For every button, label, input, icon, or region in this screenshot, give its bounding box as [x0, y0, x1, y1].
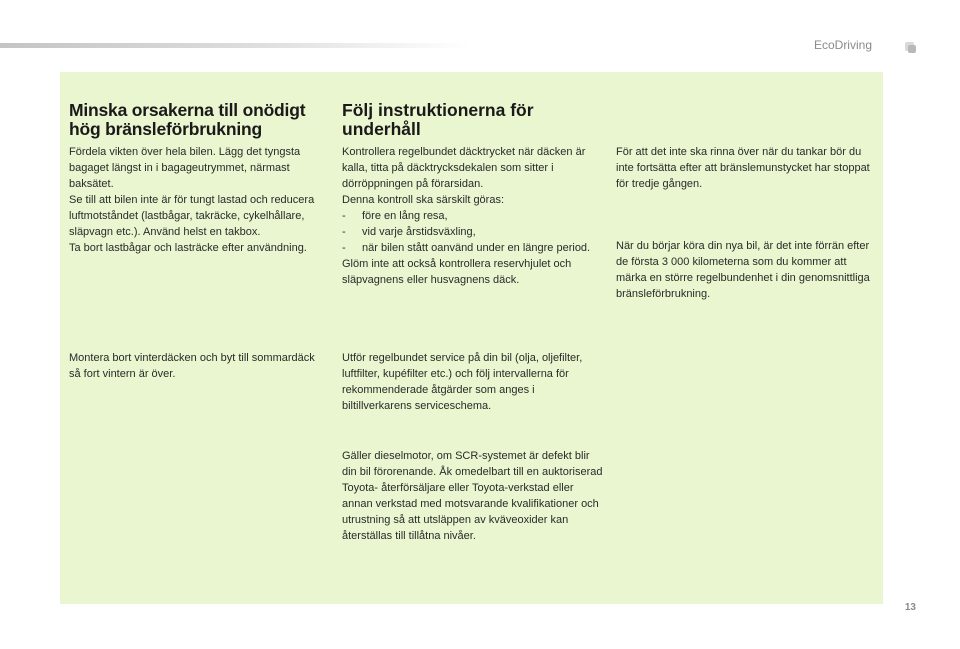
paragraph: Montera bort vinterdäcken och byt till sommardäck så fort vintern är över. — [69, 352, 315, 380]
list-item-text: vid varje årstidsväxling, — [362, 226, 476, 238]
list-item-text: när bilen stått oanvänd under en längre period. — [362, 242, 591, 254]
list-marker: - — [342, 210, 346, 222]
middle-block-service — [342, 350, 604, 414]
paragraph: Gäller dieselmotor, om SCR-systemet är defekt blir din bil förorenande. Åk omedelbart till en auktoriserad Toyota- återförsäljare eller Toyota-verkstad eller annan verkstad med motsvarande kvalifikationer och utrustning så att utsläppen av kväveoxider kan återställas till tillåtna nivåer. — [342, 450, 603, 542]
section-title: EcoDriving — [813, 38, 872, 52]
middle-column-heading: Följ instruktionerna för underhåll — [342, 100, 534, 139]
paragraph: Denna kontroll ska särskilt göras: — [342, 194, 505, 206]
corner-square-icon — [905, 42, 914, 51]
page-number: 13 — [904, 602, 916, 613]
paragraph: Se till att bilen inte är för tungt lastad och reducera luftmotståndet (lastbågar, takräcke, cykelhållare, släpvagn etc.). Använd helst en takbox. — [69, 194, 315, 238]
left-column-heading: Minska orsakerna till onödigt hög bränsleförbrukning — [69, 100, 306, 139]
checklist — [342, 208, 604, 256]
left-block-winter-tyres — [69, 350, 327, 382]
paragraph: Fördela vikten över hela bilen. Lägg det tyngsta bagaget längst in i bagageutrymmet, närmast baksätet. — [69, 146, 301, 190]
paragraph: Glöm inte att också kontrollera reservhjulet och släpvagnens eller husvagnens däck. — [342, 258, 572, 286]
list-item-text: före en lång resa, — [362, 210, 448, 222]
paragraph: Kontrollera regelbundet däcktrycket när däcken är kalla, titta på däcktrycksdekalen som sitter i dörröppningen på förarsidan. — [342, 146, 586, 190]
header-decorative-bar — [0, 43, 470, 48]
list-marker: - — [342, 226, 346, 238]
paragraph: Ta bort lastbågar och lasträcke efter användning. — [69, 242, 307, 254]
list-item — [342, 208, 604, 224]
list-item — [342, 240, 604, 256]
left-block-weight-distribution — [69, 144, 327, 256]
right-block-new-car — [616, 238, 872, 302]
list-marker: - — [342, 242, 346, 254]
paragraph: För att det inte ska rinna över när du tankar bör du inte fortsätta efter att bränslemunstycket har stoppat för tredje gången. — [616, 146, 870, 190]
right-block-refuelling — [616, 144, 872, 192]
middle-block-scr-system — [342, 448, 604, 544]
paragraph: När du börjar köra din nya bil, är det inte förrän efter de första 3 000 kilometerna som du kommer att märka en större regelbundenhet i din genomsnittliga bränsleförbrukning. — [616, 240, 870, 300]
list-item — [342, 224, 604, 240]
middle-block-tyre-pressure — [342, 144, 604, 288]
paragraph: Utför regelbundet service på din bil (olja, oljefilter, luftfilter, kupéfilter etc.) och följ intervallerna för rekommenderade åtgärder som anges i biltillverkarens serviceschema. — [342, 352, 583, 412]
